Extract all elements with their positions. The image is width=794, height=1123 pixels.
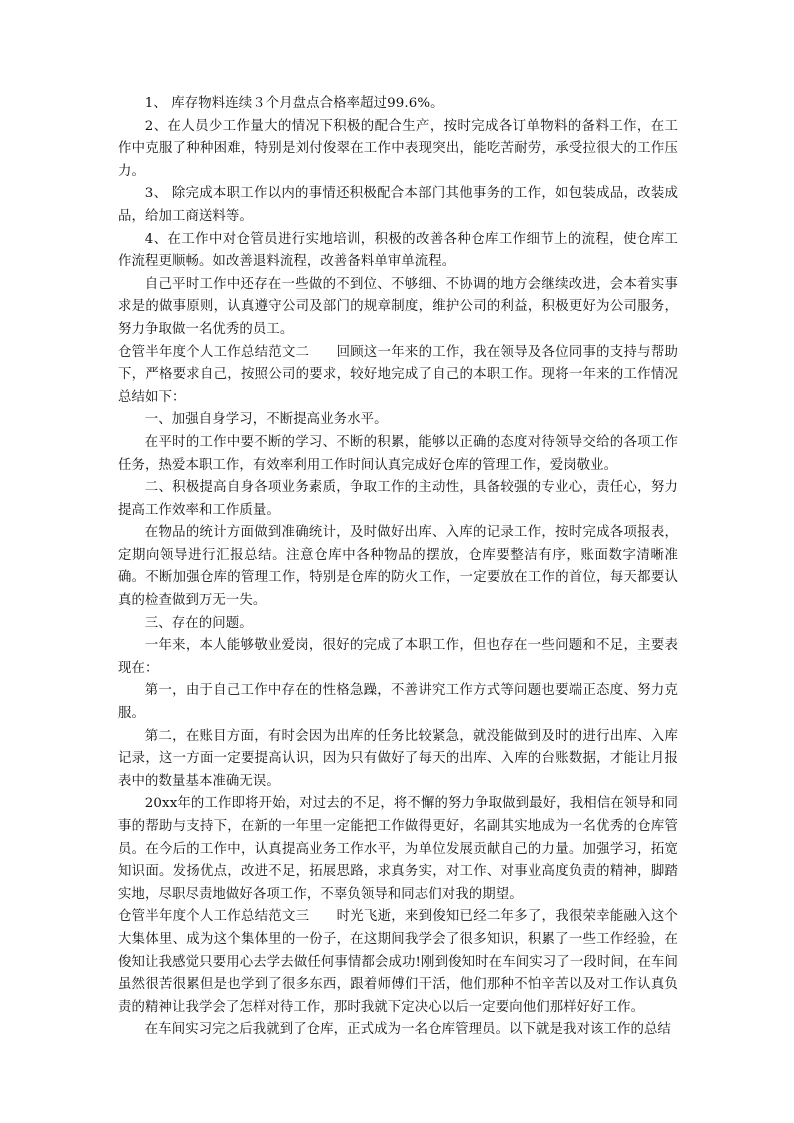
closing-paragraph: 在车间实习完之后我就到了仓库，正式成为一名仓库管理员。以下就是我对该工作的总结 bbox=[144, 1022, 671, 1038]
point-two-body: 在物品的统计方面做到准确统计，及时做好出库、入库的记录工作，按时完成各项报表，定期向领导进行汇报总结。注意仓库中各种物品的摆放，仓库要整洁有序，账面数字清晰准确。不断加强仓库的管理工作，特别是仓库的防火工作，一定要放在工作的首位，每天都要认真的检查做到万无一失。 bbox=[118, 525, 678, 609]
section-two-title: 仓管半年度个人工作总结范文二 回顾这一年来的工作，我在领导及各位同事的支持与帮助下，严格要求自己，按照公司的要求，较好地完成了自己的本职工作。现将一年来的工作情况总结如下： bbox=[118, 344, 678, 405]
item-1: 1、 库存物料连续３个月盘点合格率超过99.6%。 bbox=[144, 96, 444, 111]
issue-second: 第二，在账目方面，有时会因为出库的任务比较紧急，就没能做到及时的进行出库、入库记录，这一方面一定要提高认识，因为只有做好了每天的出库、入库的台账数据，才能让月报表中的数量基本准确无误。 bbox=[118, 728, 678, 789]
item-4: 4、在工作中对仓管员进行实地培训，积极的改善各种仓库工作细节上的流程，使仓库工作流程更顺畅。如改善退料流程，改善备料单审单流程。 bbox=[118, 231, 678, 270]
self-assessment-paragraph: 自己平时工作中还存在一些做的不到位、不够细、不协调的地方会继续改进，会本着实事求是的做事原则，认真遵守公司及部门的规章制度，维护公司的利益，积极更好为公司服务，努力争取做一名优秀的员工。 bbox=[118, 276, 678, 337]
section-three-title: 仓管半年度个人工作总结范文三 时光飞逝，来到俊知已经二年多了，我很荣幸能融入这个大集体里、成为这个集体里的一份子，在这期间我学会了很多知识，积累了一些工作经验，在俊知让我感觉只要用心去学去做任何事情都会成功!刚到俊知时在车间实习了一段时间，在车间虽然很苦很累但是也学到了很多东西，跟着师傅们干活，他们那种不怕辛苦以及对工作认真负责的精神让我学会了怎样对待工作，那时我就下定决心以后一定要向他们那样好好工作。 bbox=[118, 909, 678, 1015]
point-three-heading: 三、存在的问题。 bbox=[144, 615, 253, 631]
item-3: 3、 除完成本职工作以内的事情还积极配合本部门其他事务的工作，如包装成品，改装成品，给加工商送料等。 bbox=[118, 186, 678, 224]
document-body bbox=[118, 93, 678, 1042]
issue-first: 第一，由于自己工作中存在的性格急躁，不善讲究工作方式等问题也要端正态度、努力克服。 bbox=[118, 683, 678, 722]
point-two-heading: 二、积极提高自身各项业务素质，争取工作的主动性，具备较强的专业心，责任心，努力提高工作效率和工作质量。 bbox=[118, 480, 678, 518]
point-three-intro: 一年来，本人能够敬业爱岗，很好的完成了本职工作，但也存在一些问题和不足，主要表现在： bbox=[118, 638, 678, 676]
item-2: 2、在人员少工作量大的情况下积极的配合生产，按时完成各订单物料的备料工作，在工作中克服了种种困难，特别是刘付俊翠在工作中表现突出，能吃苦耐劳，承受拉很大的工作压力。 bbox=[118, 118, 678, 179]
outlook-paragraph: 20xx年的工作即将开始，对过去的不足，将不懈的努力争取做到最好，我相信在领导和同事的帮助与支持下，在新的一年里一定能把工作做得更好，名副其实地成为一名优秀的仓库管员。在今后的工作中，认真提高业务工作水平，为单位发展贡献自己的力量。加强学习，拓宽知识面。发扬优点，改进不足，拓展思路，求真务实，对工作、对事业高度负责的精神，脚踏实地，尽职尽责地做好各项工作，不辜负领导和同志们对我的期望。 bbox=[118, 796, 678, 902]
point-one-body: 在平时的工作中要不断的学习、不断的积累，能够以正确的态度对待领导交给的各项工作任务，热爱本职工作，有效率利用工作时间认真完成好仓库的管理工作，爱岗敬业。 bbox=[118, 434, 678, 473]
point-one-heading: 一、加强自身学习，不断提高业务水平。 bbox=[144, 412, 388, 428]
